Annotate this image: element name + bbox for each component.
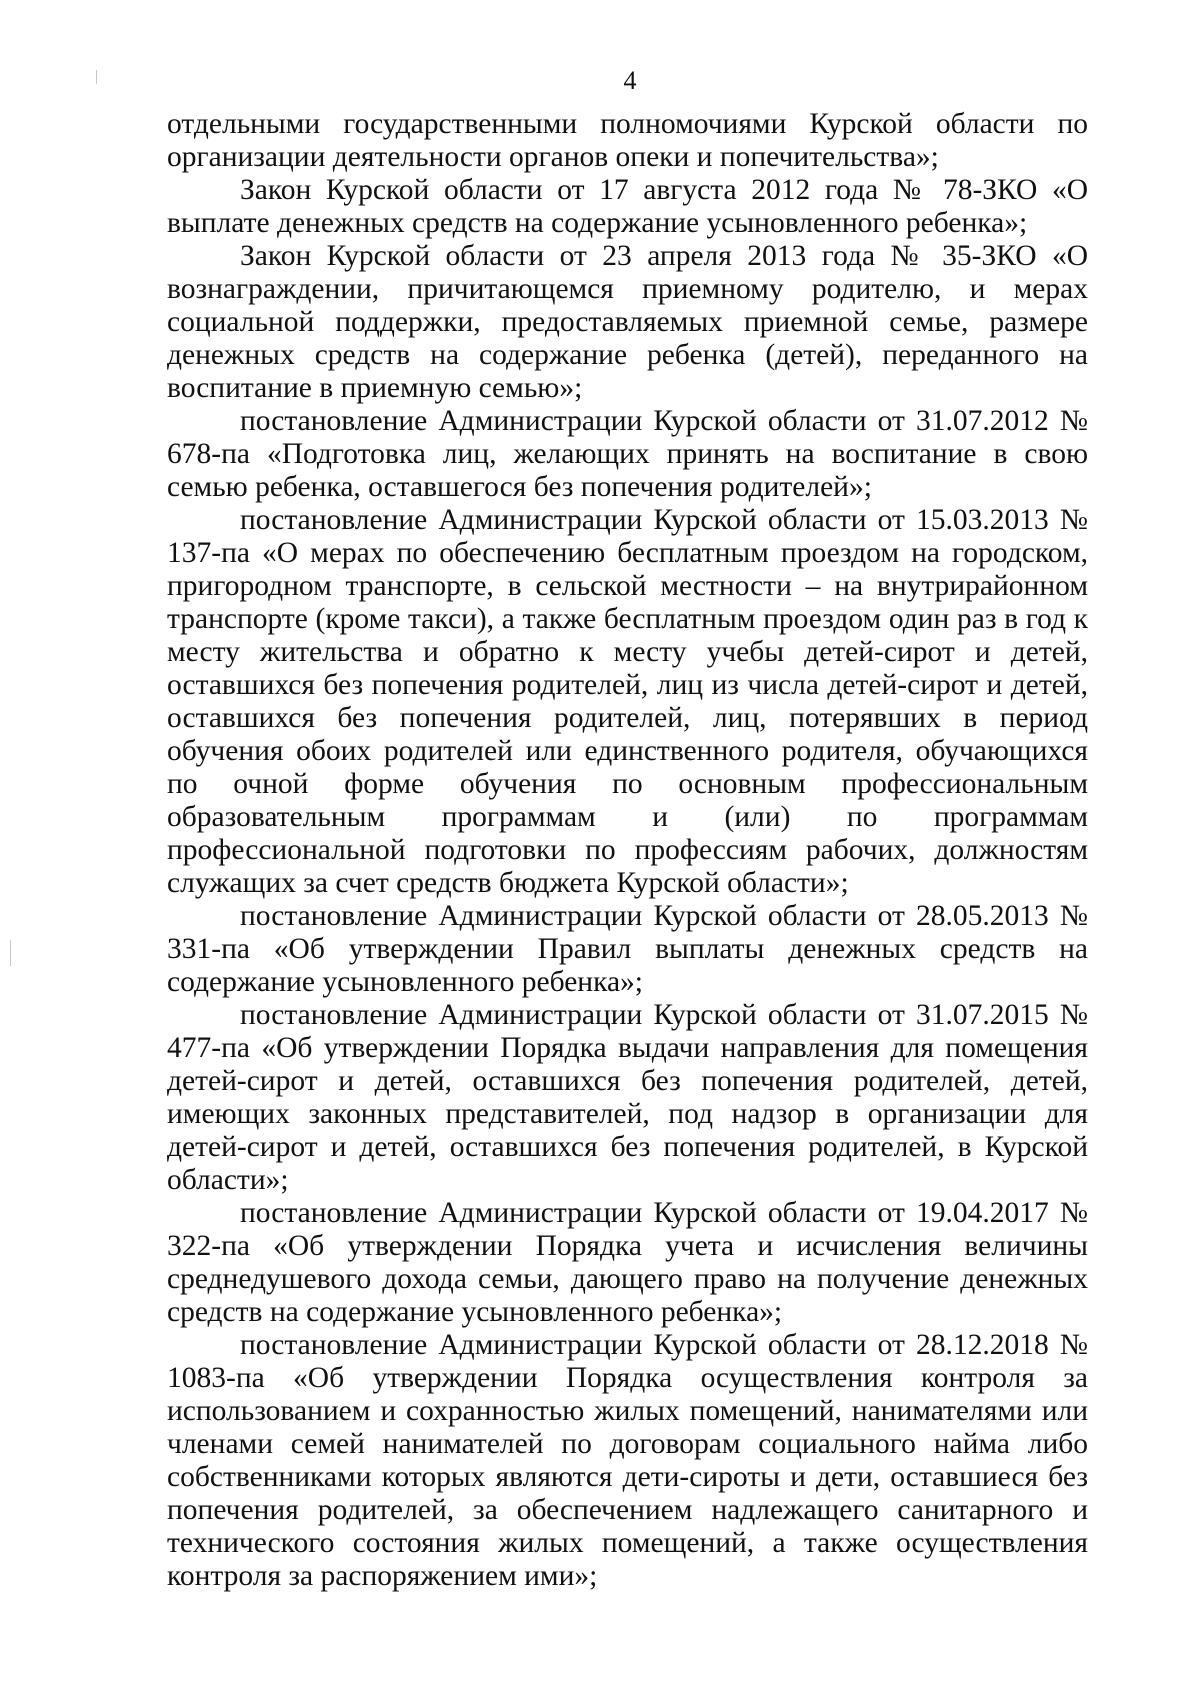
paragraph: отдельными государственными полномочиями Курской области по организации деятельности органов опеки и попечительства»;: [167, 108, 1088, 173]
paragraph: постановление Администрации Курской области от 28.12.2018 № 1083-па «Об утверждении Порядка осуществления контроля за использованием и сохранностью жилых помещений, нанимателями или членами семей нанимателей по договорам социального найма либо собственниками которых являются дети-сироты и дети, оставшиеся без попечения родителей, за обеспечением надлежащего санитарного и технического состояния жилых помещений, а также осуществления контроля за распоряжением ими»;: [167, 1329, 1088, 1592]
paragraph: Закон Курской области от 17 августа 2012 года № 78-ЗКО «О выплате денежных средств на содержание усыновленного ребенка»;: [167, 174, 1088, 239]
paragraph: Закон Курской области от 23 апреля 2013 года № 35-ЗКО «О вознаграждении, причитающемся приемному родителю, и мерах социальной поддержки, предоставляемых приемной семье, размере денежных средств на содержание ребенка (детей), переданного на воспитание в приемную семью»;: [167, 240, 1088, 404]
paragraph: постановление Администрации Курской области от 31.07.2015 № 477-па «Об утверждении Порядка выдачи направления для помещения детей-сирот и детей, оставшихся без попечения родителей, детей, имеющих законных представителей, под надзор в организации для детей-сирот и детей, оставшихся без попечения родителей, в Курской области»;: [167, 999, 1088, 1196]
page-number: 4: [623, 66, 637, 95]
scan-artifact: [10, 940, 11, 966]
paragraph: постановление Администрации Курской области от 15.03.2013 № 137-па «О мерах по обеспечению бесплатным проездом на городском, пригородном транспорте, в сельской местности – на внутрирайонном транспорте (кроме такси), а также бесплатным проездом один раз в год к месту жительства и обратно к месту учебы детей-сирот и детей, оставшихся без попечения родителей, лиц из числа детей-сирот и детей, оставшихся без попечения родителей, лиц, потерявших в период обучения обоих родителей или единственного родителя, обучающихся по очной форме обучения по основным профессиональным образовательным программам и (или) по программам профессиональной подготовки по профессиям рабочих, должностям служащих за счет средств бюджета Курской области»;: [167, 504, 1088, 899]
paragraph: постановление Администрации Курской области от 28.05.2013 № 331-па «Об утверждении Правил выплаты денежных средств на содержание усыновленного ребенка»;: [167, 900, 1088, 998]
paragraph: постановление Администрации Курской области от 31.07.2012 № 678-па «Подготовка лиц, желающих принять на воспитание в свою семью ребенка, оставшегося без попечения родителей»;: [167, 405, 1088, 503]
document-body: [167, 108, 1088, 1593]
paragraph: постановление Администрации Курской области от 19.04.2017 № 322-па «Об утверждении Порядка учета и исчисления величины среднедушевого дохода семьи, дающего право на получение денежных средств на содержание усыновленного ребенка»;: [167, 1197, 1088, 1328]
